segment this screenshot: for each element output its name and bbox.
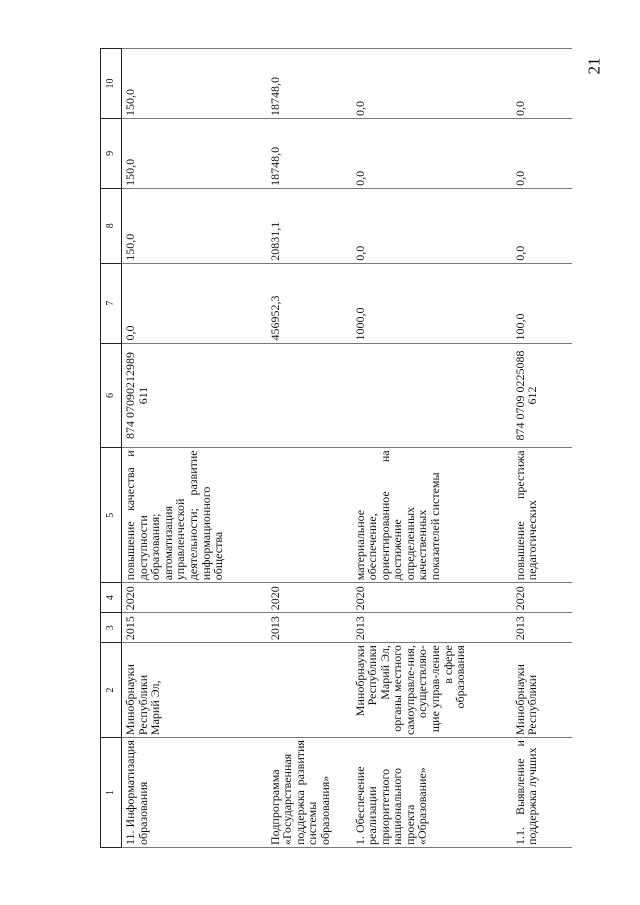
column-number-10: 10 — [101, 49, 122, 119]
column-number-4: 4 — [101, 583, 122, 613]
amount-cell: 1000,0 — [352, 263, 512, 343]
end-year-cell: 2020 — [352, 583, 512, 613]
table-row — [122, 49, 267, 848]
column-number-1: 1 — [101, 738, 122, 848]
amount-cell: 150,0 — [122, 188, 267, 263]
amount-cell: 0,0 — [352, 188, 512, 263]
executor-cell: Минобрнауки Республики Марий Эл, органы местного самоуправле-ния, осуществляю-щие управ-ление в сфере образования — [352, 643, 512, 738]
amount-cell: 0,0 — [512, 118, 572, 188]
expected-result-cell: повышение качества и доступности образования; автоматизация управленческой деятельности; развитие информационного общества — [122, 448, 267, 583]
amount-cell: 0,0 — [352, 49, 512, 119]
start-year-cell: 2015 — [122, 613, 267, 643]
amount-cell: 0,0 — [512, 49, 572, 119]
amount-cell: 100,0 — [512, 263, 572, 343]
start-year-cell: 2013 — [267, 613, 352, 643]
activity-name-cell: 11. Информатизация образования — [122, 738, 267, 848]
amount-cell: 150,0 — [122, 118, 267, 188]
expected-result-cell: повышение престижа педагогических — [512, 448, 572, 583]
amount-cell: 456952,3 — [267, 263, 352, 343]
column-number-2: 2 — [101, 643, 122, 738]
table-row — [352, 49, 512, 848]
activity-name-cell: Подпрограмма «Государственная поддержка развития системы образования» — [267, 738, 352, 848]
amount-cell: 18748,0 — [267, 118, 352, 188]
amount-cell: 20831,1 — [267, 188, 352, 263]
activity-name-cell: 1. Обеспечение реализации приоритетного национального проекта «Образование» — [352, 738, 512, 848]
amount-cell: 0,0 — [122, 263, 267, 343]
executor-cell: Минобрнауки Республики Марий Эл, — [122, 643, 267, 738]
page-number: 21 — [584, 57, 604, 75]
budget-code-cell: 874 0709 0225088 612 — [512, 343, 572, 448]
executor-cell: Минобрнауки Республики — [512, 643, 572, 738]
expected-result-cell — [267, 448, 352, 583]
program-table — [100, 48, 572, 848]
budget-code-cell — [267, 343, 352, 448]
table-row — [267, 49, 352, 848]
amount-cell: 150,0 — [122, 49, 267, 119]
amount-cell: 18748,0 — [267, 49, 352, 119]
rotated-table-wrapper — [100, 48, 620, 848]
expected-result-cell: материальное обеспечение, ориентированное на достижение определенных качественных показателей системы — [352, 448, 512, 583]
column-number-6: 6 — [101, 343, 122, 448]
start-year-cell: 2013 — [352, 613, 512, 643]
activity-name-cell: 1.1. Выявление и поддержка лучших — [512, 738, 572, 848]
end-year-cell: 2020 — [512, 583, 572, 613]
column-number-9: 9 — [101, 118, 122, 188]
executor-cell — [267, 643, 352, 738]
header-row — [101, 49, 122, 848]
end-year-cell: 2020 — [267, 583, 352, 613]
column-number-3: 3 — [101, 613, 122, 643]
end-year-cell: 2020 — [122, 583, 267, 613]
amount-cell: 0,0 — [352, 118, 512, 188]
amount-cell: 0,0 — [512, 188, 572, 263]
table-row — [512, 49, 572, 848]
budget-code-cell: 874 07090212989 611 — [122, 343, 267, 448]
budget-code-cell — [352, 343, 512, 448]
start-year-cell: 2013 — [512, 613, 572, 643]
column-number-7: 7 — [101, 263, 122, 343]
column-number-5: 5 — [101, 448, 122, 583]
column-number-8: 8 — [101, 188, 122, 263]
